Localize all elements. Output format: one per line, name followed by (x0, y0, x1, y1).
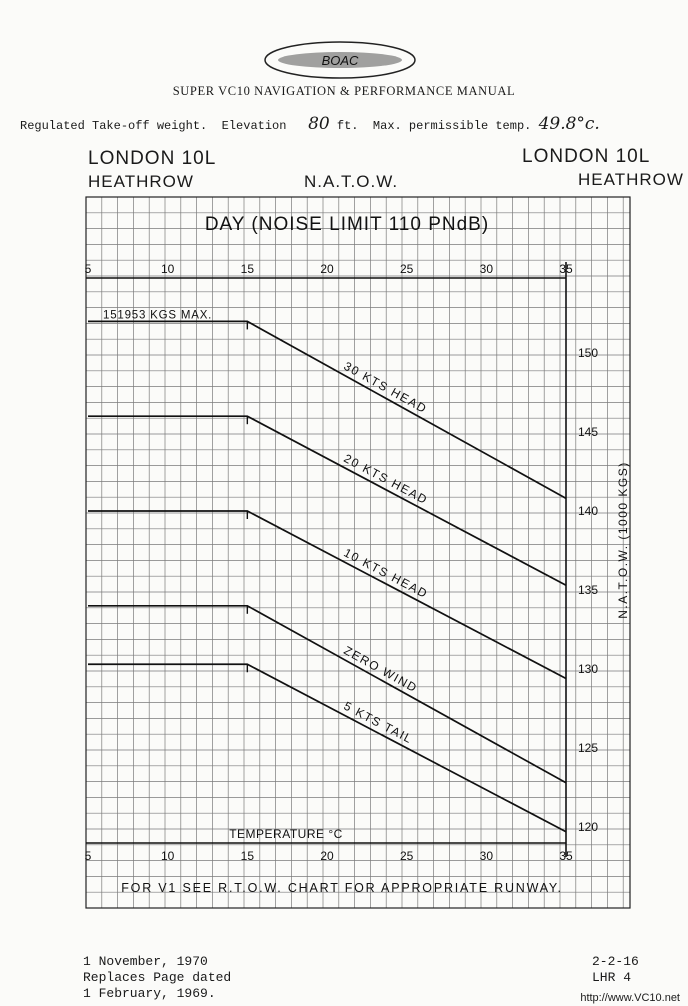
series-label-2: 20 KTS HEAD (341, 451, 431, 508)
max-temp-label: Max. permissible temp. (372, 119, 532, 133)
series-line-4 (88, 606, 566, 783)
series-label-1: 30 KTS HEAD (341, 358, 430, 417)
y-tick-label: 125 (578, 741, 599, 755)
max-weight-label: 151953 KGS MAX. (103, 309, 213, 322)
x-tick-label-bottom: 15 (240, 849, 255, 863)
x-tick-label-bottom: 10 (160, 849, 175, 863)
logo-text: BOAC (321, 53, 359, 68)
series-line-1 (88, 321, 566, 498)
y-tick-label: 145 (578, 425, 599, 439)
chart-footnote: FOR V1 SEE R.T.O.W. CHART FOR APPROPRIATE RUNWAY. (121, 881, 563, 895)
x-tick-label-bottom: 35 (559, 849, 573, 863)
y-tick-label: 120 (578, 820, 599, 834)
watermark: http://www.VC10.net (580, 992, 680, 1004)
y-axis-label: N.A.T.O.W. (1000 KGS) (616, 461, 630, 619)
y-tick-label: 140 (578, 504, 599, 518)
footer-page-ref (592, 954, 639, 986)
elevation-unit: ft. (336, 119, 359, 133)
chart-title: DAY (NOISE LIMIT 110 PNdB) (204, 214, 490, 235)
max-temp-value: 49.8°c. (538, 114, 600, 134)
elevation-value: 80 (308, 114, 330, 134)
series-label-3: 10 KTS HEAD (341, 545, 431, 602)
x-tick-label-top: 10 (160, 262, 175, 276)
x-tick-label-bottom: 20 (320, 849, 334, 863)
location-right-line1: LONDON 10L (522, 146, 651, 167)
x-axis-label: TEMPERATURE °C (229, 827, 343, 841)
x-tick-label-top: 30 (479, 262, 494, 276)
series-line-2 (88, 416, 566, 585)
series-line-3 (88, 511, 566, 678)
chart-center-title: N.A.T.O.W. (304, 172, 399, 191)
x-tick-label-top: 20 (320, 262, 334, 276)
y-tick-label: 130 (578, 662, 599, 676)
location-left-line2: HEATHROW (88, 172, 194, 191)
location-left-line1: LONDON 10L (88, 148, 217, 169)
x-tick-label-bottom: 30 (479, 849, 494, 863)
regulated-label: Regulated Take-off weight. (20, 119, 208, 133)
x-tick-label-bottom: 25 (399, 849, 414, 863)
x-tick-label-top: 15 (240, 262, 255, 276)
series-label-4: ZERO WIND (341, 643, 421, 696)
footer-date-line2: Replaces Page dated (83, 970, 232, 985)
x-tick-label-bottom: 5 (84, 849, 92, 863)
series-line-5 (88, 664, 566, 831)
footer-date-line1: 1 November, 1970 (83, 954, 208, 969)
manual-title: SUPER VC10 NAVIGATION & PERFORMANCE MANUAL (172, 84, 516, 98)
y-tick-label: 135 (578, 583, 599, 597)
footer-page-number: LHR 4 (592, 970, 632, 985)
elevation-label: Elevation (221, 119, 287, 133)
y-tick-label: 150 (578, 346, 599, 360)
chart-series-lines (88, 321, 566, 831)
footer-page-code: 2-2-16 (592, 954, 639, 969)
x-tick-label-top: 5 (84, 262, 92, 276)
x-tick-label-top: 35 (559, 262, 573, 276)
chart-labels (85, 214, 630, 895)
footer-date-line3: 1 February, 1969. (83, 986, 216, 1001)
series-label-5: 5 KTS TAIL (341, 698, 416, 747)
x-tick-label-top: 25 (399, 262, 414, 276)
footer-dates (83, 954, 231, 1002)
location-right-line2: HEATHROW (578, 170, 684, 189)
